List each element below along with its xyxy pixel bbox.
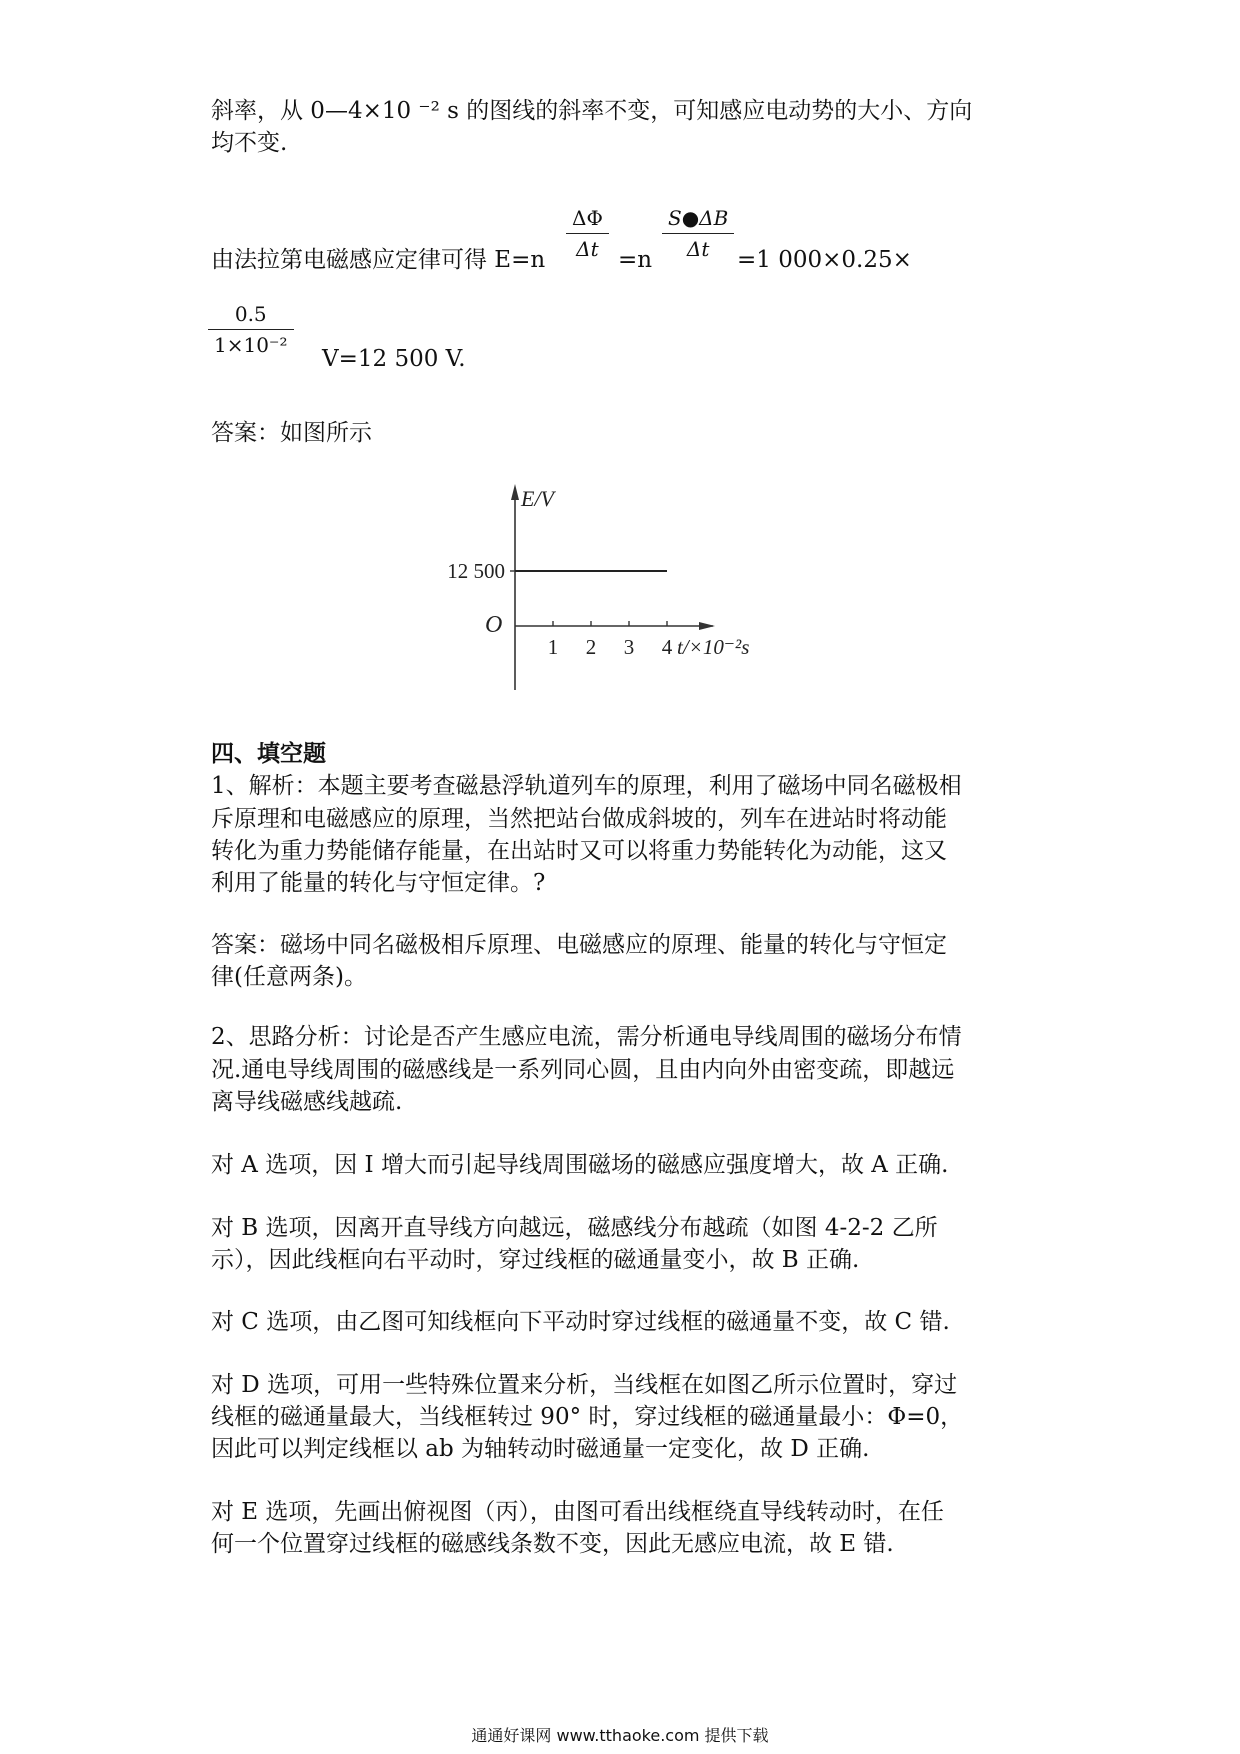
emf-result: V=12 500 V. bbox=[322, 346, 466, 372]
q1-analysis-line: 转化为重力势能储存能量，在出站时又可以将重力势能转化为动能，这又 bbox=[211, 838, 947, 864]
fraction-numerator: ΔΦ bbox=[572, 206, 603, 230]
fraction-half-over-power bbox=[208, 302, 294, 357]
fraction-s-db-dt bbox=[662, 206, 734, 261]
option-d-analysis: 对 D 选项，可用一些特殊位置来分析，当线框在如图乙所示位置时，穿过 bbox=[211, 1372, 958, 1398]
faraday-law-prefix: 由法拉第电磁感应定律可得 E=n bbox=[211, 247, 546, 273]
option-c-analysis: 对 C 选项，由乙图可知线框向下平动时穿过线框的磁通量不变，故 C 错. bbox=[211, 1309, 950, 1335]
q2-analysis-line: 况.通电导线周围的磁感线是一系列同心圆，且由内向外由密变疏，即越远 bbox=[211, 1057, 955, 1083]
option-e-analysis: 对 E 选项，先画出俯视图（丙），由图可看出线框绕直导线转动时，在任 bbox=[211, 1499, 944, 1525]
option-b-analysis: 示），因此线框向右平动时，穿过线框的磁通量变小，故 B 正确. bbox=[211, 1247, 860, 1273]
section-heading: 四、填空题 bbox=[211, 741, 326, 767]
q2-analysis-line: 2、思路分析：讨论是否产生感应电流，需分析通电导线周围的磁场分布情 bbox=[211, 1024, 962, 1050]
equals-n: =n bbox=[618, 247, 653, 273]
answer-label: 答案：如图所示 bbox=[211, 420, 372, 446]
fraction-bar bbox=[208, 329, 294, 330]
fraction-bar bbox=[566, 233, 609, 234]
q1-analysis-line: 1、解析：本题主要考查磁悬浮轨道列车的原理，利用了磁场中同名磁极相 bbox=[211, 773, 962, 799]
chart-axes bbox=[511, 484, 715, 690]
q2-analysis-line: 离导线磁感线越疏. bbox=[211, 1089, 403, 1115]
equals-expression: =1 000×0.25× bbox=[737, 247, 912, 273]
x-tick-label: 4 bbox=[661, 635, 673, 659]
derivation-line-1: 斜率，从 0—4×10 ⁻² s 的图线的斜率不变，可知感应电动势的大小、方向 bbox=[211, 98, 973, 124]
q1-answer-line: 律(任意两条)。 bbox=[211, 964, 367, 990]
chart-labels bbox=[485, 486, 749, 659]
option-d-analysis: 因此可以判定线框以 ab 为轴转动时磁通量一定变化，故 D 正确. bbox=[211, 1436, 870, 1462]
emf-time-chart bbox=[400, 478, 820, 698]
q1-analysis-line: 斥原理和电磁感应的原理，当然把站台做成斜坡的，列车在进站时将动能 bbox=[211, 806, 947, 832]
derivation-line-2: 均不变. bbox=[211, 130, 288, 156]
x-tick-label: 3 bbox=[623, 635, 635, 659]
y-axis-arrow bbox=[511, 484, 519, 500]
fraction-dphi-dt bbox=[566, 206, 609, 261]
y-axis-label: E/V bbox=[521, 486, 554, 511]
x-tick-label: 2 bbox=[585, 635, 597, 659]
footer-source-text: 通通好课网 www.tthaoke.com 提供下载 bbox=[471, 1726, 769, 1745]
x-axis-label: t/×10⁻²s bbox=[677, 635, 750, 659]
chart-ticks bbox=[447, 559, 673, 659]
option-b-analysis: 对 B 选项，因离开直导线方向越远，磁感线分布越疏（如图 4-2-2 乙所 bbox=[211, 1215, 938, 1241]
fraction-denominator: Δt bbox=[576, 237, 599, 261]
fraction-numerator: 0.5 bbox=[234, 302, 267, 326]
option-a-analysis: 对 A 选项，因 I 增大而引起导线周围磁场的磁感应强度增大，故 A 正确. bbox=[211, 1152, 949, 1178]
fraction-denominator: 1×10⁻² bbox=[214, 333, 288, 357]
option-d-analysis: 线框的磁通量最大，当线框转过 90° 时，穿过线框的磁通量最小：Φ=0， bbox=[211, 1404, 964, 1430]
fraction-denominator: Δt bbox=[686, 237, 710, 261]
x-tick-label: 1 bbox=[547, 635, 559, 659]
fraction-numerator: S●ΔB bbox=[668, 206, 729, 230]
y-tick-label: 12 500 bbox=[447, 559, 505, 583]
option-e-analysis: 何一个位置穿过线框的磁感线条数不变，因此无感应电流，故 E 错. bbox=[211, 1531, 894, 1557]
x-axis-arrow bbox=[699, 622, 715, 630]
q1-analysis-line: 利用了能量的转化与守恒定律。? bbox=[211, 870, 546, 896]
fraction-bar bbox=[662, 233, 734, 234]
q1-answer-line: 答案：磁场中同名磁极相斥原理、电磁感应的原理、能量的转化与守恒定 bbox=[211, 932, 947, 958]
origin-label: O bbox=[485, 612, 503, 638]
